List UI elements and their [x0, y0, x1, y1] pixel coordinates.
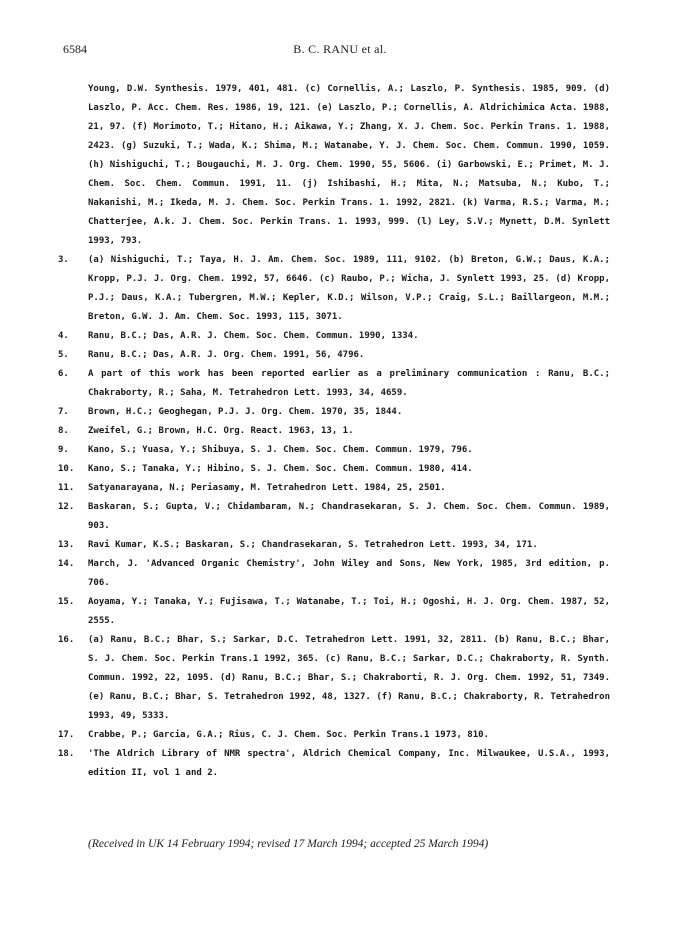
- running-head: B. C. RANU et al.: [293, 42, 387, 56]
- reference-item: [58, 441, 610, 460]
- reference-number: 18.: [58, 749, 75, 759]
- reference-number: 4.: [58, 331, 69, 341]
- reference-text: Kano, S.; Tanaka, Y.; Hibino, S. J. Chem. Soc. Chem. Commun. 1980, 414.: [88, 464, 473, 474]
- reference-number: 9.: [58, 445, 69, 455]
- reference-item: [58, 346, 610, 365]
- reference-number: 8.: [58, 426, 69, 436]
- reference-item: [58, 631, 610, 726]
- reference-item: [58, 498, 610, 536]
- reference-number: 3.: [58, 255, 69, 265]
- reference-number: 6.: [58, 369, 69, 379]
- reference-text: Ravi Kumar, K.S.; Baskaran, S.; Chandrasekaran, S. Tetrahedron Lett. 1993, 34, 171.: [88, 540, 538, 550]
- reference-item: [58, 536, 610, 555]
- reference-item: [58, 726, 610, 745]
- received-dates: (Received in UK 14 February 1994; revised 17 March 1994; accepted 25 March 1994): [88, 838, 489, 850]
- reference-text: A part of this work has been reported earlier as a preliminary communication : Ranu, B.C.; Chakraborty, R.; Saha, M. Tetrahedron Lett. 1993, 34, 4659.: [88, 369, 610, 398]
- reference-text: Crabbe, P.; Garcia, G.A.; Rius, C. J. Chem. Soc. Perkin Trans.1 1973, 810.: [88, 730, 489, 740]
- reference-item: [58, 251, 610, 327]
- reference-number: 10.: [58, 464, 75, 474]
- reference-item: [58, 460, 610, 479]
- reference-number: 11.: [58, 483, 75, 493]
- reference-item: [58, 479, 610, 498]
- reference-text: Zweifel, G.; Brown, H.C. Org. React. 1963, 13, 1.: [88, 426, 354, 436]
- reference-item: [58, 555, 610, 593]
- reference-text: Young, D.W. Synthesis. 1979, 401, 481. (c) Cornellis, A.; Laszlo, P. Synthesis. 1985, 909. (d) Laszlo, P. Acc. Chem. Res. 1986, 19, 121. (e) Laszlo, P.; Cornellis, A. Aldrichimica Acta. 1988, 21, 97. (f) Morimoto, T.; Hitano, H.; Aikawa, Y.; Zhang, X. J. Chem. Soc. Perkin Trans. 1. 1988, 2423. (g) Suzuki, T.; Wada, K.; Shima, M.; Watanabe, Y. J. Chem. Soc. Chem. Commun. 1990, 1059. (h) Nishiguchi, T.; Bougauchi, M. J. Org. Chem. 1990, 55, 5606. (i) Garbowski, E.; Primet, M. J. Chem. Soc. Chem. Commun. 1991, 11. (j) Ishibashi, H.; Mita, N.; Matsuba, N.; Kubo, T.; Nakanishi, M.; Ikeda, M. J. Chem. Soc. Perkin Trans. 1. 1992, 2821. (k) Varma, R.S.; Varma, M.; Chatterjee, A.k. J. Chem. Soc. Perkin Trans. 1. 1993, 999. (l) Ley, S.V.; Mynett, D.M. Synlett 1993, 793.: [88, 84, 610, 246]
- reference-text: March, J. 'Advanced Organic Chemistry', John Wiley and Sons, New York, 1985, 3rd edition, p. 706.: [88, 559, 610, 588]
- page-number: 6584: [63, 42, 87, 56]
- reference-text: Kano, S.; Yuasa, Y.; Shibuya, S. J. Chem. Soc. Chem. Commun. 1979, 796.: [88, 445, 473, 455]
- reference-item: [58, 422, 610, 441]
- reference-text: Satyanarayana, N.; Periasamy, M. Tetrahedron Lett. 1984, 25, 2501.: [88, 483, 446, 493]
- reference-number: 13.: [58, 540, 75, 550]
- reference-number: [58, 80, 88, 251]
- reference-text: (a) Nishiguchi, T.; Taya, H. J. Am. Chem. Soc. 1989, 111, 9102. (b) Breton, G.W.; Daus, K.A.; Kropp, P.J. J. Org. Chem. 1992, 57, 6646. (c) Raubo, P.; Wicha, J. Synlett 1993, 25. (d) Kropp, P.J.; Daus, K.A.; Tubergren, M.W.; Kepler, K.D.; Wilson, V.P.; Craig, S.L.; Baillargeon, M.M.; Breton, G.W. J. Am. Chem. Soc. 1993, 115, 3071.: [88, 255, 610, 322]
- reference-item: [58, 327, 610, 346]
- reference-number: 12.: [58, 502, 75, 512]
- reference-number: 17.: [58, 730, 75, 740]
- reference-number: 15.: [58, 597, 75, 607]
- reference-number: 14.: [58, 559, 75, 569]
- reference-text: Baskaran, S.; Gupta, V.; Chidambaram, N.; Chandrasekaran, S. J. Chem. Soc. Chem. Commun. 1989, 903.: [88, 502, 610, 531]
- reference-item: [58, 365, 610, 403]
- reference-item: [58, 593, 610, 631]
- reference-item: [58, 403, 610, 422]
- reference-number: 16.: [58, 635, 75, 645]
- reference-item: [88, 80, 610, 251]
- reference-text: (a) Ranu, B.C.; Bhar, S.; Sarkar, D.C. Tetrahedron Lett. 1991, 32, 2811. (b) Ranu, B.C.; Bhar, S. J. Chem. Soc. Perkin Trans.1 1992, 365. (c) Ranu, B.C.; Sarkar, D.C.; Chakraborty, R. Synth. Commun. 1992, 22, 1095. (d) Ranu, B.C.; Bhar, S.; Chakraborti, R. J. Org. Chem. 1992, 51, 7349. (e) Ranu, B.C.; Bhar, S. Tetrahedron 1992, 48, 1327. (f) Ranu, B.C.; Chakraborty, R. Tetrahedron 1993, 49, 5333.: [88, 635, 610, 721]
- reference-text: Aoyama, Y.; Tanaka, Y.; Fujisawa, T.; Watanabe, T.; Toi, H.; Ogoshi, H. J. Org. Chem. 1987, 52, 2555.: [88, 597, 610, 626]
- reference-item: [58, 745, 610, 783]
- reference-text: Ranu, B.C.; Das, A.R. J. Chem. Soc. Chem. Commun. 1990, 1334.: [88, 331, 419, 341]
- reference-list: [58, 80, 610, 783]
- reference-number: 7.: [58, 407, 69, 417]
- reference-number: 5.: [58, 350, 69, 360]
- reference-text: Brown, H.C.; Geoghegan, P.J. J. Org. Chem. 1970, 35, 1844.: [88, 407, 403, 417]
- reference-text: 'The Aldrich Library of NMR spectra', Aldrich Chemical Company, Inc. Milwaukee, U.S.A., 1993, edition II, vol 1 and 2.: [88, 749, 610, 778]
- reference-text: Ranu, B.C.; Das, A.R. J. Org. Chem. 1991, 56, 4796.: [88, 350, 365, 360]
